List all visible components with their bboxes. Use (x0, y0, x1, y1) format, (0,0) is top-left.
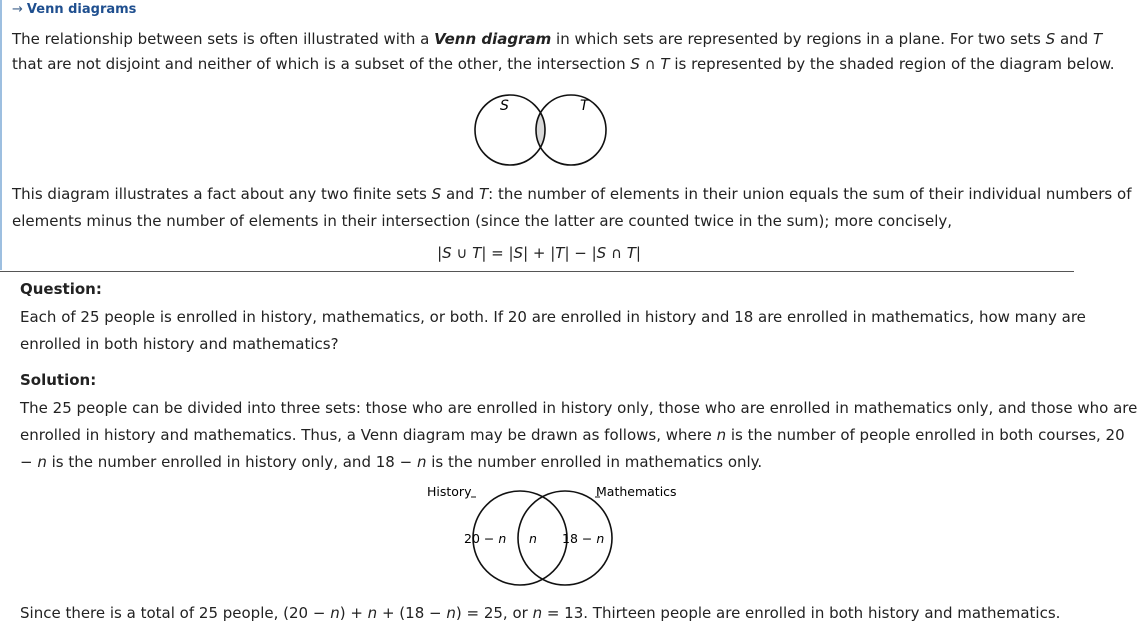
conclusion-text: + (18 − (377, 604, 447, 622)
intro-text: in which sets are represented by regions in a plane. For two sets (551, 30, 1046, 48)
section-divider (0, 271, 1074, 272)
fact-line-1 (12, 182, 1131, 207)
set-t: T (478, 185, 489, 203)
page-accent-bar (0, 0, 2, 270)
fact-line-2: elements minus the number of elements in their intersection (since the latter are counted twice in the sum); more concisely, (12, 212, 953, 230)
history-only-region: 20 − n (464, 531, 507, 546)
set-t: T (1092, 30, 1103, 48)
arrow-right-icon: → (12, 2, 23, 17)
both-region: n (529, 531, 537, 546)
venn-diagrams-link[interactable] (12, 2, 136, 17)
conclusion-text: Since there is a total of 25 people, (20 − (20, 604, 331, 622)
fact-text: : the number of elements in their union equals the sum of their individual numbers of (488, 185, 1132, 203)
var-n: n (532, 604, 543, 622)
intro-text: The relationship between sets is often illustrated with a (12, 30, 435, 48)
var-n: n (330, 604, 340, 622)
label-t: T (580, 98, 589, 114)
set-s: S (431, 185, 442, 203)
label-s: S (500, 98, 509, 114)
var-n: n (446, 604, 456, 622)
question-line-2: enrolled in both history and mathematics? (20, 335, 339, 353)
solution-text: is the number of people enrolled in both courses, 20 (726, 426, 1125, 444)
union-formula: |S ∪ T| = |S| + |T| − |S ∩ T| (437, 244, 641, 262)
solution-text: is the number enrolled in mathematics only. (426, 453, 763, 471)
conclusion-text: ) = 25, or (455, 604, 533, 622)
label-history: History (427, 484, 472, 499)
fact-text: This diagram illustrates a fact about any two finite sets (12, 185, 432, 203)
solution-text: is the number enrolled in history only, and 18 − (46, 453, 417, 471)
math-only-region: 18 − n (562, 531, 605, 546)
solution-heading: Solution: (20, 371, 97, 389)
set-s: S (1045, 30, 1056, 48)
intro-line-1 (12, 27, 1102, 52)
venn-diagram-history-math (420, 480, 680, 592)
conclusion-line (20, 601, 1060, 626)
var-n: n (37, 453, 47, 471)
solution-line-1: The 25 people can be divided into three sets: those who are enrolled in history only, those who are enrolled in mathematics only, and those who are (20, 399, 1137, 417)
var-n: n (367, 604, 378, 622)
question-line-1: Each of 25 people is enrolled in history, mathematics, or both. If 20 are enrolled in history and 18 are enrolled in mathematics, how many are (20, 308, 1086, 326)
intro-text: that are not disjoint and neither of which is a subset of the other, the intersection (12, 55, 631, 73)
conclusion-text: ) + (339, 604, 368, 622)
intro-line-2 (12, 52, 1115, 77)
var-n: n (416, 453, 427, 471)
venn-diagram-s-t (470, 90, 615, 172)
solution-text: − (20, 453, 38, 471)
solution-line-3 (20, 450, 762, 475)
intersection-expression: S ∩ T (630, 55, 670, 73)
intro-text: and (1055, 30, 1093, 48)
section-title: Venn diagrams (26, 2, 137, 17)
circle-s (475, 95, 545, 165)
solution-line-2 (20, 423, 1125, 448)
fact-text: and (441, 185, 479, 203)
conclusion-text: = 13. Thirteen people are enrolled in both history and mathematics. (542, 604, 1061, 622)
circle-t (536, 95, 606, 165)
var-n: n (716, 426, 727, 444)
question-heading: Question: (20, 280, 102, 298)
venn-diagram-term: Venn diagram (434, 30, 552, 48)
label-mathematics: Mathematics (596, 484, 677, 499)
solution-text: enrolled in history and mathematics. Thus, a Venn diagram may be drawn as follows, where (20, 426, 717, 444)
intro-text: is represented by the shaded region of the diagram below. (669, 55, 1115, 73)
